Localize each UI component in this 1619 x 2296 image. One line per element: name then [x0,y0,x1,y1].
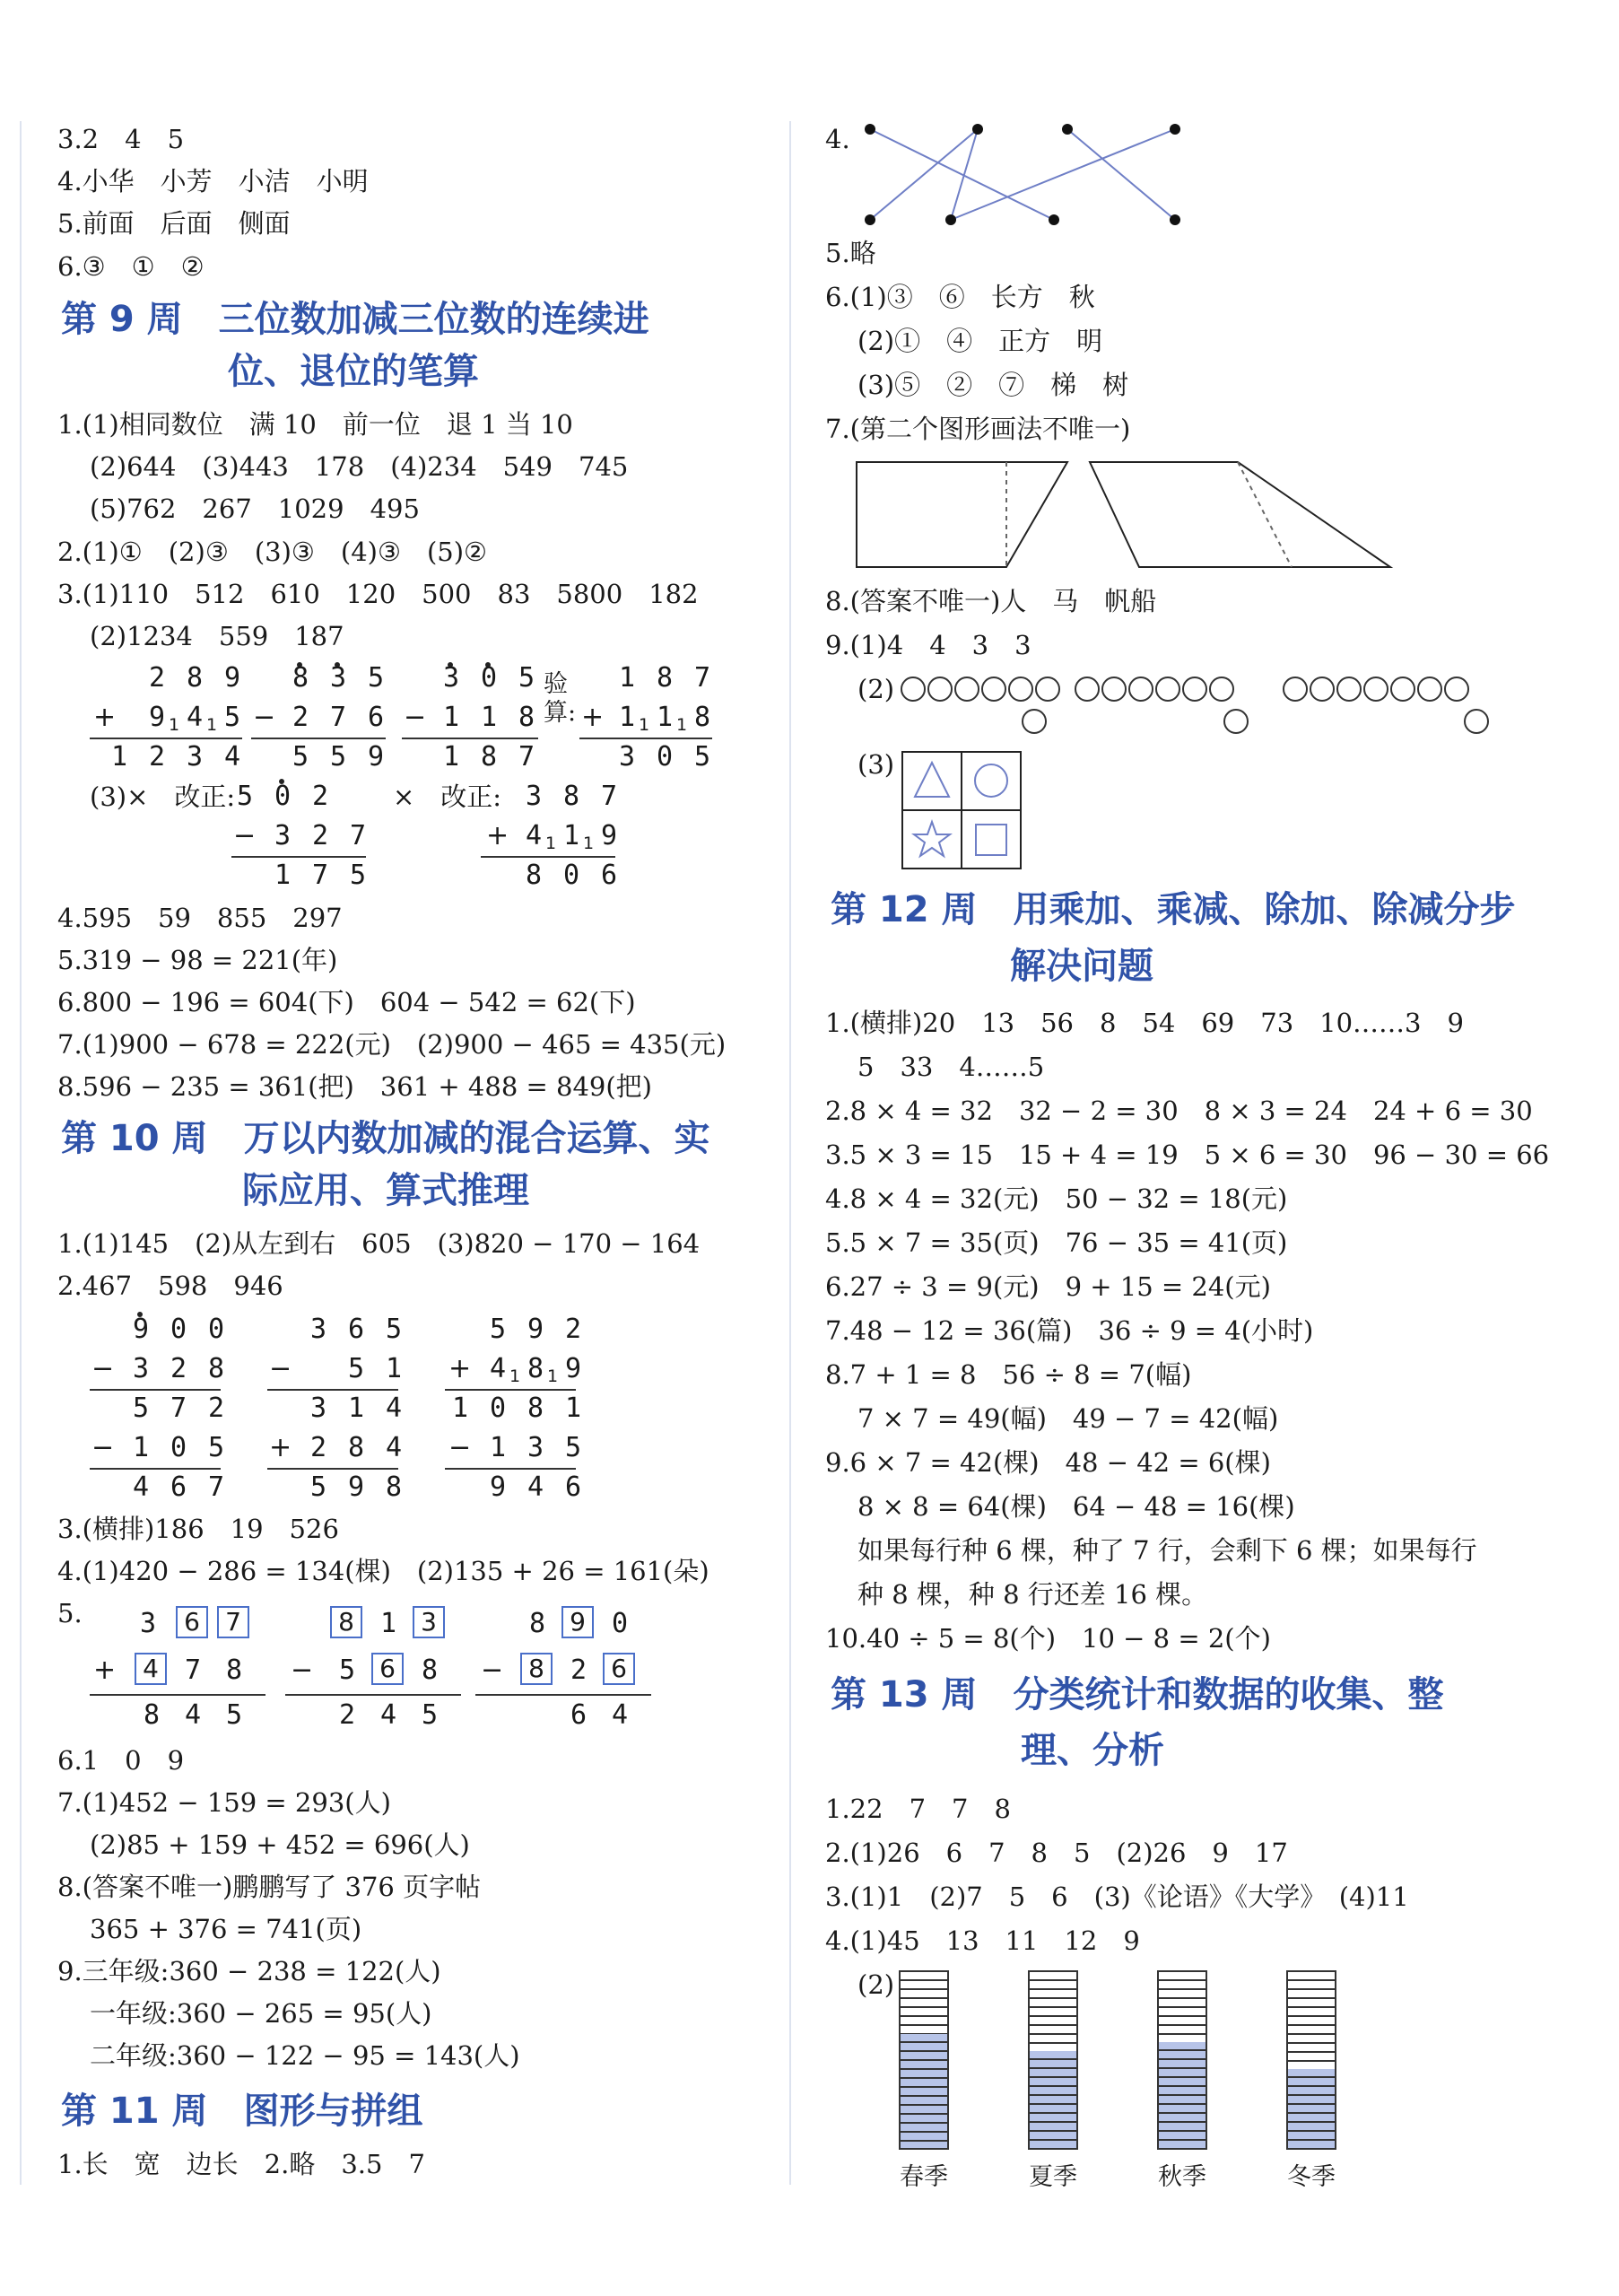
answer-line: 3.(1)1 (2)7 5 6 (3)《论语》《大学》 (4)11 [825,1881,1409,1912]
answer-line: 9.6 × 7 = 42(棵) 48 − 42 = 6(棵) [825,1447,1271,1478]
answer-line: 8.7 + 1 = 8 56 ÷ 8 = 7(幅) [825,1359,1192,1390]
answer-line: 6.1 0 9 [57,1745,185,1776]
section-heading-week9: 第 9 周 三位数加减三位数的连续进 [61,299,649,340]
answer-line: 4.小华 小芳 小洁 小明 [57,166,369,196]
answer-line: 4.8 × 4 = 32(元) 50 − 32 = 18(元) [825,1183,1288,1214]
answer-line: 8.(答案不唯一)人 马 帆船 [825,586,1157,616]
answer-line: 7.(第二个图形画法不唯一) [825,414,1131,444]
section-heading-week10: 第 10 周 万以内数加减的混合运算、实 [61,1118,710,1159]
section-heading-week11: 第 11 周 图形与拼组 [61,2091,423,2132]
answer-line: 5 33 4……5 [857,1052,1045,1082]
section-heading-week12-cont: 解决问题 [1010,946,1153,987]
answer-line: 1.长 宽 边长 2.略 3.5 7 [57,2149,425,2179]
answer-line: 5.前面 后面 侧面 [57,208,291,239]
answer-line: 种 8 棵，种 8 行还差 16 棵。 [857,1579,1208,1610]
answer-line: (3)⑤ ② ⑦ 梯 树 [857,370,1129,400]
answer-line: 9.三年级:360 − 238 = 122(人) [57,1956,441,1986]
answer-line: 1.(横排)20 13 56 8 54 69 73 10……3 9 [825,1008,1464,1038]
chart-category-label: 春季 [900,2163,948,2191]
answer-line: 3.(1)110 512 610 120 500 83 5800 182 [57,579,699,609]
chart-category-label: 秋季 [1158,2163,1206,2191]
answer-line: 一年级:360 − 265 = 95(人) [90,1998,432,2029]
answer-line: 2.(1)26 6 7 8 5 (2)26 9 17 [825,1838,1288,1868]
answer-line: 2.(1)① (2)③ (3)③ (4)③ (5)② [57,537,488,567]
answer-line: 5.5 × 7 = 35(页) 76 − 35 = 41(页) [825,1227,1288,1258]
chart-bar-fill [1159,2042,1206,2148]
section-heading-week13: 第 13 周 分类统计和数据的收集、整 [831,1674,1444,1715]
check-label: 算: [544,699,577,727]
chart-bar [1028,1970,1078,2150]
chart-bar [1286,1970,1336,2150]
answer-line: 8.596 − 235 = 361(把) 361 + 488 = 849(把) [57,1071,652,1102]
matching-lines-figure [861,117,1184,233]
answer-line: 7 × 7 = 49(幅) 49 − 7 = 42(幅) [857,1403,1279,1434]
answer-line: 6.③ ① ② [57,251,205,282]
answer-line: 4.595 59 855 297 [57,903,343,933]
answer-line: (2)85 + 159 + 452 = 696(人) [90,1829,470,1860]
answer-line: (2)1234 559 187 [90,621,344,651]
section-heading-week13-cont: 理、分析 [1021,1730,1164,1771]
answer-line: 3.5 × 3 = 15 15 + 4 = 19 5 × 6 = 30 96 − 30 = 66 [825,1139,1550,1170]
answer-line: (2)644 (3)443 178 (4)234 549 745 [90,451,629,482]
answer-line: 5. [57,1598,83,1628]
season-statistics-chart [888,1970,1462,2213]
answer-line: 9.(1)4 4 3 3 [825,630,1031,660]
answer-line: 8.(答案不唯一)鹏鹏写了 376 页字帖 [57,1872,482,1902]
answer-line: 2.8 × 4 = 32 32 − 2 = 30 8 × 3 = 24 24 + 6 = 30 [825,1096,1533,1126]
answer-line: (2) [857,674,895,704]
answer-line: 3.2 4 5 [57,124,185,154]
answer-line: 4.(1)45 13 11 12 9 [825,1925,1140,1956]
answer-line: 5.略 [825,238,876,268]
answer-line: 8 × 8 = 64(棵) 64 − 48 = 16(棵) [857,1491,1295,1522]
answer-line: 1.(1)145 (2)从左到右 605 (3)820 − 170 − 164 [57,1228,701,1259]
answer-line: × 改正: [393,781,502,812]
chart-bar-fill [1030,2051,1076,2148]
answer-line: 4.(1)420 − 286 = 134(棵) (2)135 + 26 = 161(朵) [57,1556,709,1586]
answer-line: 1.(1)相同数位 满 10 前一位 退 1 当 10 [57,409,573,440]
chart-bar-fill [1288,2069,1335,2148]
chart-bar [899,1970,949,2150]
answer-line: (3)× 改正: [90,781,236,812]
chart-category-label: 冬季 [1287,2163,1336,2191]
answer-line: 如果每行种 6 棵，种了 7 行，会剩下 6 棵；如果每行 [857,1535,1477,1566]
chart-category-label: 夏季 [1029,2163,1077,2191]
answer-line: 2.467 598 946 [57,1270,283,1301]
answer-line: (3) [857,749,895,780]
column-separator-center [789,121,791,2185]
answer-line: (5)762 267 1029 495 [90,493,420,524]
chart-bar-fill [901,2034,947,2148]
chart-bar [1157,1970,1207,2150]
answer-line: 6.(1)③ ⑥ 长方 秋 [825,282,1095,312]
section-heading-week9-cont: 位、退位的笔算 [228,351,479,392]
answer-line: 3.(横排)186 19 526 [57,1514,339,1544]
answer-line: 二年级:360 − 122 − 95 = 143(人) [90,2040,520,2071]
answer-line: 6.27 ÷ 3 = 9(元) 9 + 15 = 24(元) [825,1271,1271,1302]
answer-line: 5.319 − 98 = 221(年) [57,945,338,975]
column-separator-left [20,121,22,2185]
answer-line: 365 + 376 = 741(页) [90,1914,362,1944]
answer-line: (2)① ④ 正方 明 [857,326,1103,356]
answer-line: 7.(1)452 − 159 = 293(人) [57,1787,391,1818]
answer-line: 7.48 − 12 = 36(篇) 36 ÷ 9 = 4(小时) [825,1315,1314,1346]
answer-line: 10.40 ÷ 5 = 8(个) 10 − 8 = 2(个) [825,1623,1271,1654]
shape-grid-figure [901,750,1023,870]
answer-line: 4. [825,124,850,154]
answer-line: 6.800 − 196 = 604(下) 604 − 542 = 62(下) [57,987,636,1017]
shape-drawing-figure [852,458,1399,574]
answer-line: (2) [857,1969,895,2000]
answer-line: 1.22 7 7 8 [825,1794,1011,1824]
section-heading-week12: 第 12 周 用乘加、乘减、除加、除减分步 [831,889,1516,930]
check-label: 验 [544,670,568,698]
answer-line: 7.(1)900 − 678 = 222(元) (2)900 − 465 = 435(元) [57,1029,727,1060]
section-heading-week10-cont: 际应用、算式推理 [242,1170,529,1211]
